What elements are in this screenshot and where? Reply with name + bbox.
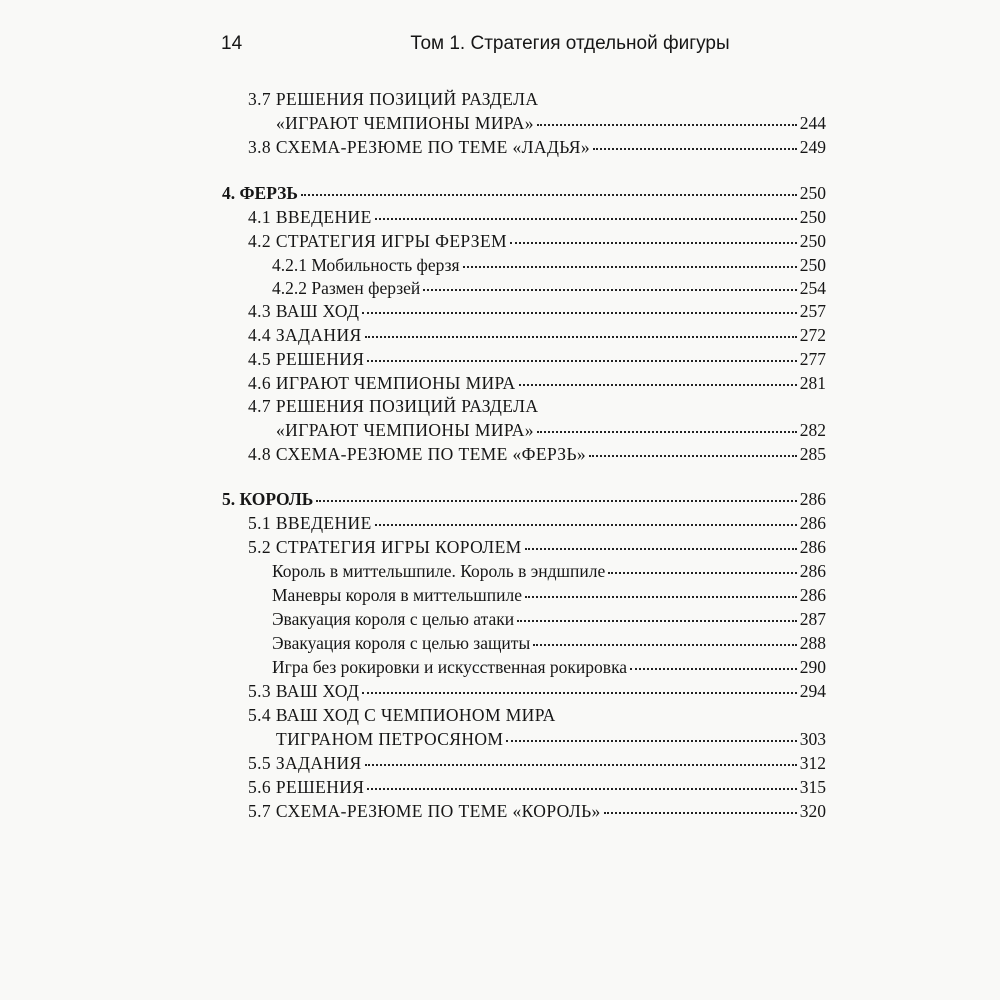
leader-dots xyxy=(589,454,797,457)
leader-dots xyxy=(630,667,797,670)
toc-page-number: 250 xyxy=(799,255,826,275)
toc-entry-title: Эвакуация короля с целью защиты xyxy=(272,633,531,653)
toc-entry-title: Король в миттельшпиле. Король в эндшпиле xyxy=(272,561,606,581)
toc-page-number: 285 xyxy=(799,444,826,464)
toc-chapter-title: 4. ФЕРЗЬ xyxy=(222,183,298,203)
toc-entry-4-2-1 xyxy=(272,254,826,276)
leader-dots xyxy=(593,147,797,150)
toc-entry-3-8 xyxy=(248,136,826,158)
toc-subentry-5 xyxy=(272,656,826,678)
toc-entry-title: 4.2 СТРАТЕГИЯ ИГРЫ ФЕРЗЕМ xyxy=(248,231,507,251)
toc-entry-4-1 xyxy=(248,206,826,228)
leader-dots xyxy=(525,595,797,598)
toc-page-number: 257 xyxy=(799,301,826,321)
leader-dots xyxy=(506,739,796,742)
toc-entry-5-2 xyxy=(248,536,826,558)
toc-page-number: 277 xyxy=(799,349,826,369)
toc-page-number: 286 xyxy=(799,537,826,557)
toc-entry-title: 5.6 РЕШЕНИЯ xyxy=(248,777,365,797)
leader-dots xyxy=(537,123,797,126)
leader-dots xyxy=(533,643,797,646)
toc-page-number: 288 xyxy=(799,633,826,653)
leader-dots xyxy=(367,787,796,790)
toc-entry-4-7-line1: 4.7 РЕШЕНИЯ ПОЗИЦИЙ РАЗДЕЛА xyxy=(248,396,539,416)
toc-entry-title: 4.2.1 Мобильность ферзя xyxy=(272,255,460,275)
toc-entry-4-5 xyxy=(248,348,826,370)
toc-entry-title: «ИГРАЮТ ЧЕМПИОНЫ МИРА» xyxy=(276,420,534,440)
leader-dots xyxy=(517,619,797,622)
leader-dots xyxy=(365,763,797,766)
page-header xyxy=(215,33,825,59)
toc-entry-4-4 xyxy=(248,324,826,346)
toc-page-number: 294 xyxy=(799,681,826,701)
toc-entry-title: 5.3 ВАШ ХОД xyxy=(248,681,360,701)
leader-dots xyxy=(537,430,797,433)
toc-page-number: 254 xyxy=(799,278,826,298)
toc-chapter-4 xyxy=(222,182,826,204)
toc-page-number: 315 xyxy=(799,777,826,797)
leader-dots xyxy=(423,288,797,291)
toc-page-number: 286 xyxy=(799,513,826,533)
toc-entry-4-2 xyxy=(248,230,826,252)
leader-dots xyxy=(510,241,797,244)
toc-page-number: 286 xyxy=(799,585,826,605)
toc-page-number: 250 xyxy=(799,231,826,251)
toc-page-number: 272 xyxy=(799,325,826,345)
toc-subentry-2 xyxy=(272,584,826,606)
toc-entry-5-7 xyxy=(248,800,826,822)
toc-entry-title: Маневры короля в миттельшпиле xyxy=(272,585,522,605)
leader-dots xyxy=(519,383,797,386)
toc-entry-4-7 xyxy=(276,419,826,441)
leader-dots xyxy=(362,311,796,314)
leader-dots xyxy=(375,217,797,220)
running-title: Том 1. Стратегия отдельной фигуры xyxy=(410,33,730,54)
leader-dots xyxy=(604,811,797,814)
toc-entry-title: 4.4 ЗАДАНИЯ xyxy=(248,325,362,345)
leader-dots xyxy=(365,335,797,338)
toc-entry-4-6 xyxy=(248,372,826,394)
toc-entry-5-3 xyxy=(248,680,826,702)
toc-page-number: 290 xyxy=(799,657,826,677)
toc-entry-4-8 xyxy=(248,443,826,465)
toc-entry-5-4-line1: 5.4 ВАШ ХОД С ЧЕМПИОНОМ МИРА xyxy=(248,705,556,725)
toc-chapter-5 xyxy=(222,488,826,510)
toc-page-number: 249 xyxy=(799,137,826,157)
toc-page-number: 312 xyxy=(799,753,826,773)
toc-entry-3-7 xyxy=(276,112,826,134)
toc-page-number: 250 xyxy=(799,207,826,227)
toc-page-number: 287 xyxy=(799,609,826,629)
leader-dots xyxy=(375,523,797,526)
toc-entry-4-2-2 xyxy=(272,277,826,299)
leader-dots xyxy=(525,547,797,550)
toc-entry-3-7-line1: 3.7 РЕШЕНИЯ ПОЗИЦИЙ РАЗДЕЛА xyxy=(248,89,539,109)
toc-chapter-title: 5. КОРОЛЬ xyxy=(222,489,314,509)
toc-subentry-1 xyxy=(272,560,826,582)
toc-subentry-4 xyxy=(272,632,826,654)
toc-entry-title: 5.1 ВВЕДЕНИЕ xyxy=(248,513,372,533)
leader-dots xyxy=(463,265,797,268)
toc-page-number: 320 xyxy=(799,801,826,821)
leader-dots xyxy=(367,359,796,362)
toc-entry-5-5 xyxy=(248,752,826,774)
toc-entry-5-6 xyxy=(248,776,826,798)
toc-page-number: 303 xyxy=(799,729,826,749)
toc-entry-title: 4.8 СХЕМА-РЕЗЮМЕ ПО ТЕМЕ «ФЕРЗЬ» xyxy=(248,444,587,464)
toc-entry-title: 5.7 СХЕМА-РЕЗЮМЕ ПО ТЕМЕ «КОРОЛЬ» xyxy=(248,801,601,821)
toc-entry-5-1 xyxy=(248,512,826,534)
toc-page-number: 286 xyxy=(799,561,826,581)
toc-entry-5-4 xyxy=(276,728,826,750)
toc-entry-title: Эвакуация короля с целью атаки xyxy=(272,609,515,629)
leader-dots xyxy=(362,691,796,694)
toc-entry-title: Игра без рокировки и искусственная рокировка xyxy=(272,657,628,677)
toc-entry-4-3 xyxy=(248,300,826,322)
toc-entry-title: ТИГРАНОМ ПЕТРОСЯНОМ xyxy=(276,729,504,749)
toc-entry-title: 4.3 ВАШ ХОД xyxy=(248,301,360,321)
toc-page-number: 244 xyxy=(799,113,826,133)
toc-page-number: 250 xyxy=(799,183,826,203)
toc-entry-title: 4.5 РЕШЕНИЯ xyxy=(248,349,365,369)
toc-entry-title: 5.2 СТРАТЕГИЯ ИГРЫ КОРОЛЕМ xyxy=(248,537,522,557)
leader-dots xyxy=(608,571,796,574)
leader-dots xyxy=(316,499,796,502)
toc-entry-title: 5.5 ЗАДАНИЯ xyxy=(248,753,362,773)
toc-page-number: 282 xyxy=(799,420,826,440)
toc-page-number: 286 xyxy=(799,489,826,509)
toc-page-number: 281 xyxy=(799,373,826,393)
toc-entry-title: 4.1 ВВЕДЕНИЕ xyxy=(248,207,372,227)
leader-dots xyxy=(301,193,797,196)
toc-entry-title: 4.6 ИГРАЮТ ЧЕМПИОНЫ МИРА xyxy=(248,373,516,393)
toc-entry-title: 4.2.2 Размен ферзей xyxy=(272,278,421,298)
toc-entry-title: 3.8 СХЕМА-РЕЗЮМЕ ПО ТЕМЕ «ЛАДЬЯ» xyxy=(248,137,591,157)
toc-subentry-3 xyxy=(272,608,826,630)
page-number: 14 xyxy=(221,33,243,54)
toc-entry-title: «ИГРАЮТ ЧЕМПИОНЫ МИРА» xyxy=(276,113,534,133)
